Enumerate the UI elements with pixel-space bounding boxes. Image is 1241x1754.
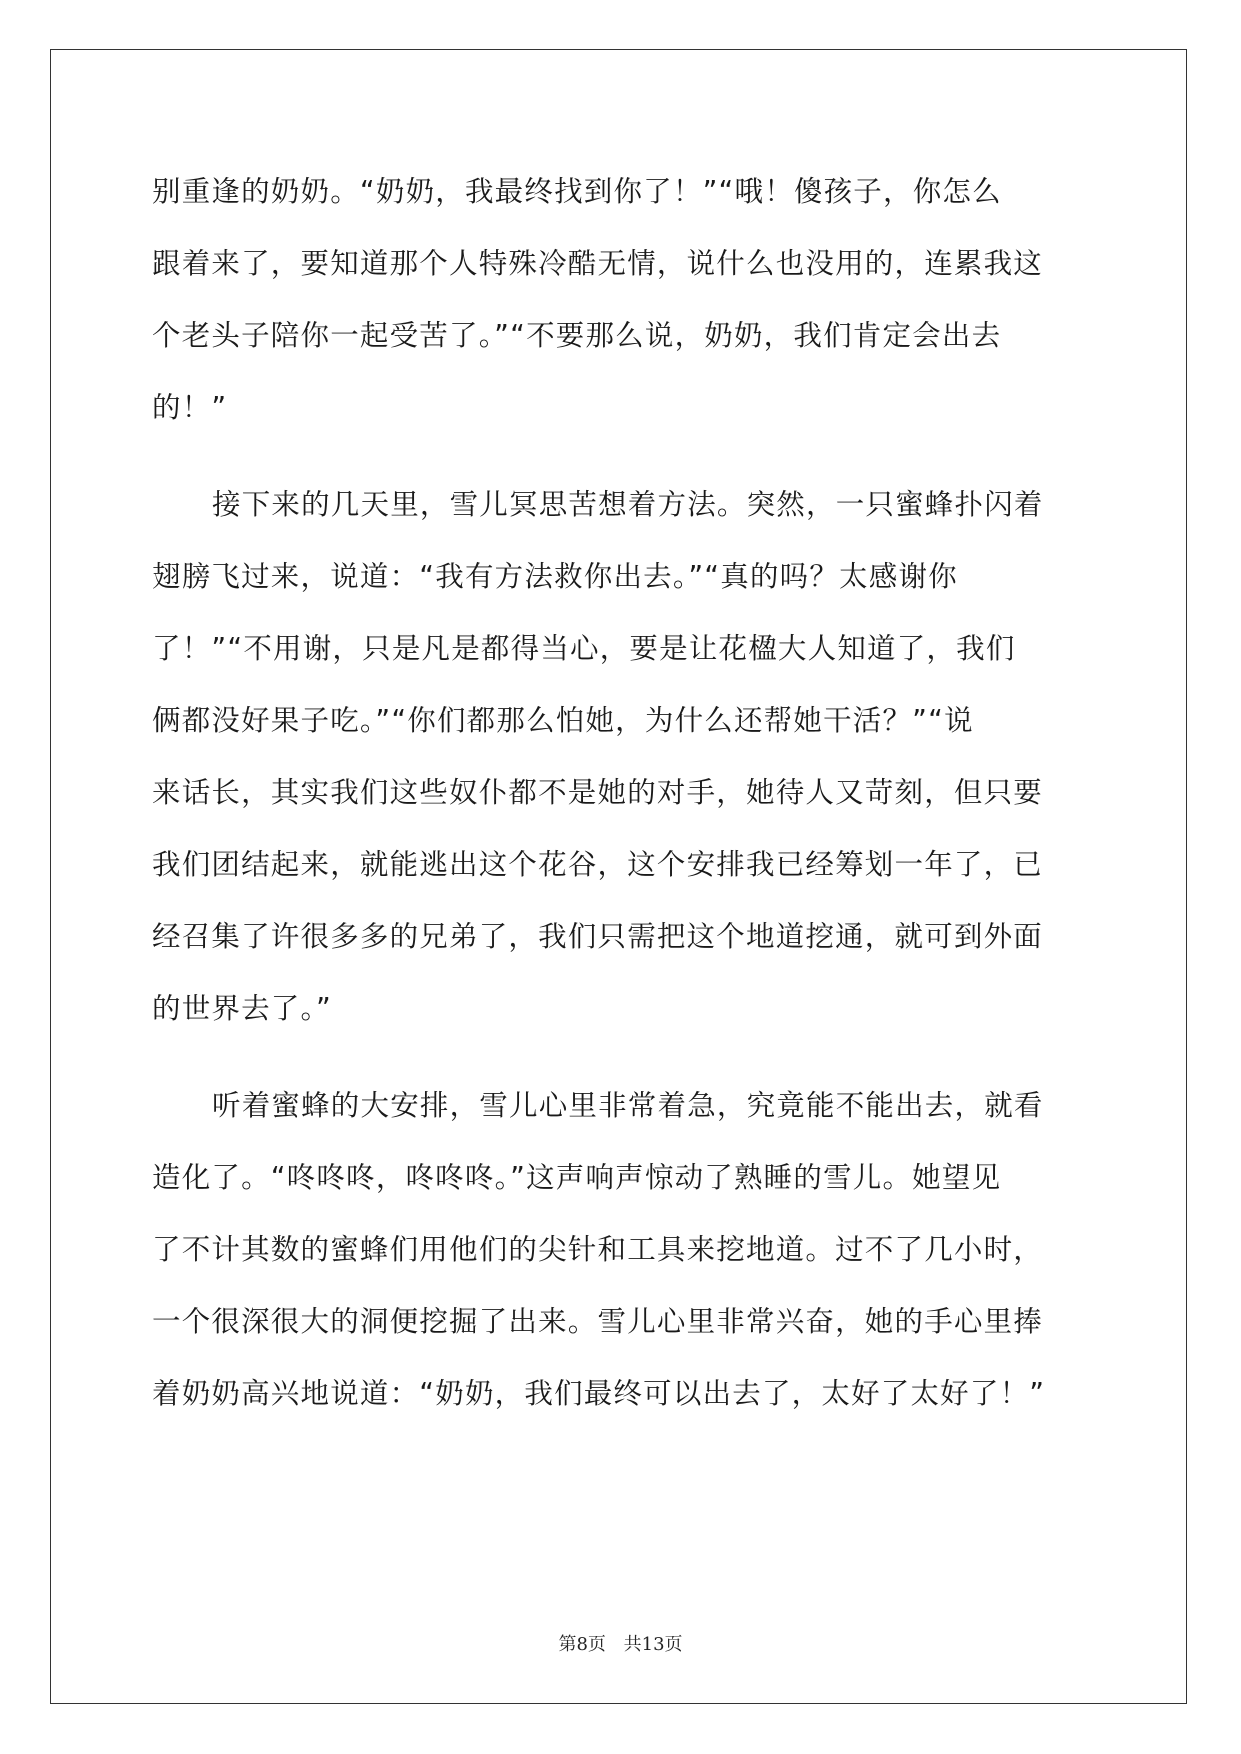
total-pages-label: 共13页 [623, 1634, 683, 1655]
text-line: 了不计其数的蜜蜂们用他们的尖针和工具来挖地道。过不了几小时， [152, 1233, 1044, 1266]
text-line: 跟着来了，要知道那个人特殊冷酷无情，说什么也没用的，连累我这 [152, 247, 1044, 280]
text-line: 了！”“不用谢，只是凡是都得当心，要是让花楹大人知道了，我们 [152, 632, 1016, 665]
text-line: 我们团结起来，就能逃出这个花谷，这个安排我已经筹划一年了，已 [152, 848, 1044, 881]
text-line: 别重逢的奶奶。“奶奶，我最终找到你了！”“哦！傻孩子，你怎么 [152, 175, 1002, 208]
text-line: 来话长，其实我们这些奴仆都不是她的对手，她待人又苛刻，但只要 [152, 776, 1044, 809]
text-line: 造化了。“咚咚咚，咚咚咚。”这声响声惊动了熟睡的雪儿。她望见 [152, 1161, 1002, 1194]
text-line: 俩都没好果子吃。”“你们都那么怕她，为什么还帮她干活？”“说 [152, 704, 974, 737]
text-line: 经召集了许很多多的兄弟了，我们只需把这个地道挖通，就可到外面 [152, 920, 1044, 953]
text-line: 着奶奶高兴地说道：“奶奶，我们最终可以出去了，太好了太好了！” [152, 1377, 1046, 1410]
text-line: 翅膀飞过来，说道：“我有方法救你出去。”“真的吗？太感谢你 [152, 560, 958, 593]
text-line: 的！” [152, 391, 228, 424]
text-line: 一个很深很大的洞便挖掘了出来。雪儿心里非常兴奋，她的手心里捧 [152, 1305, 1044, 1338]
paragraph-first-line: 听着蜜蜂的大安排，雪儿心里非常着急，究竟能不能出去，就看 [212, 1089, 1044, 1122]
paragraph-first-line: 接下来的几天里，雪儿冥思苦想着方法。突然，一只蜜蜂扑闪着 [212, 488, 1044, 521]
current-page-label: 第8页 [558, 1634, 606, 1655]
text-line: 的世界去了。” [152, 992, 332, 1025]
page-number-footer [0, 1630, 1241, 1656]
text-line: 个老头子陪你一起受苦了。”“不要那么说，奶奶，我们肯定会出去 [152, 319, 1002, 352]
